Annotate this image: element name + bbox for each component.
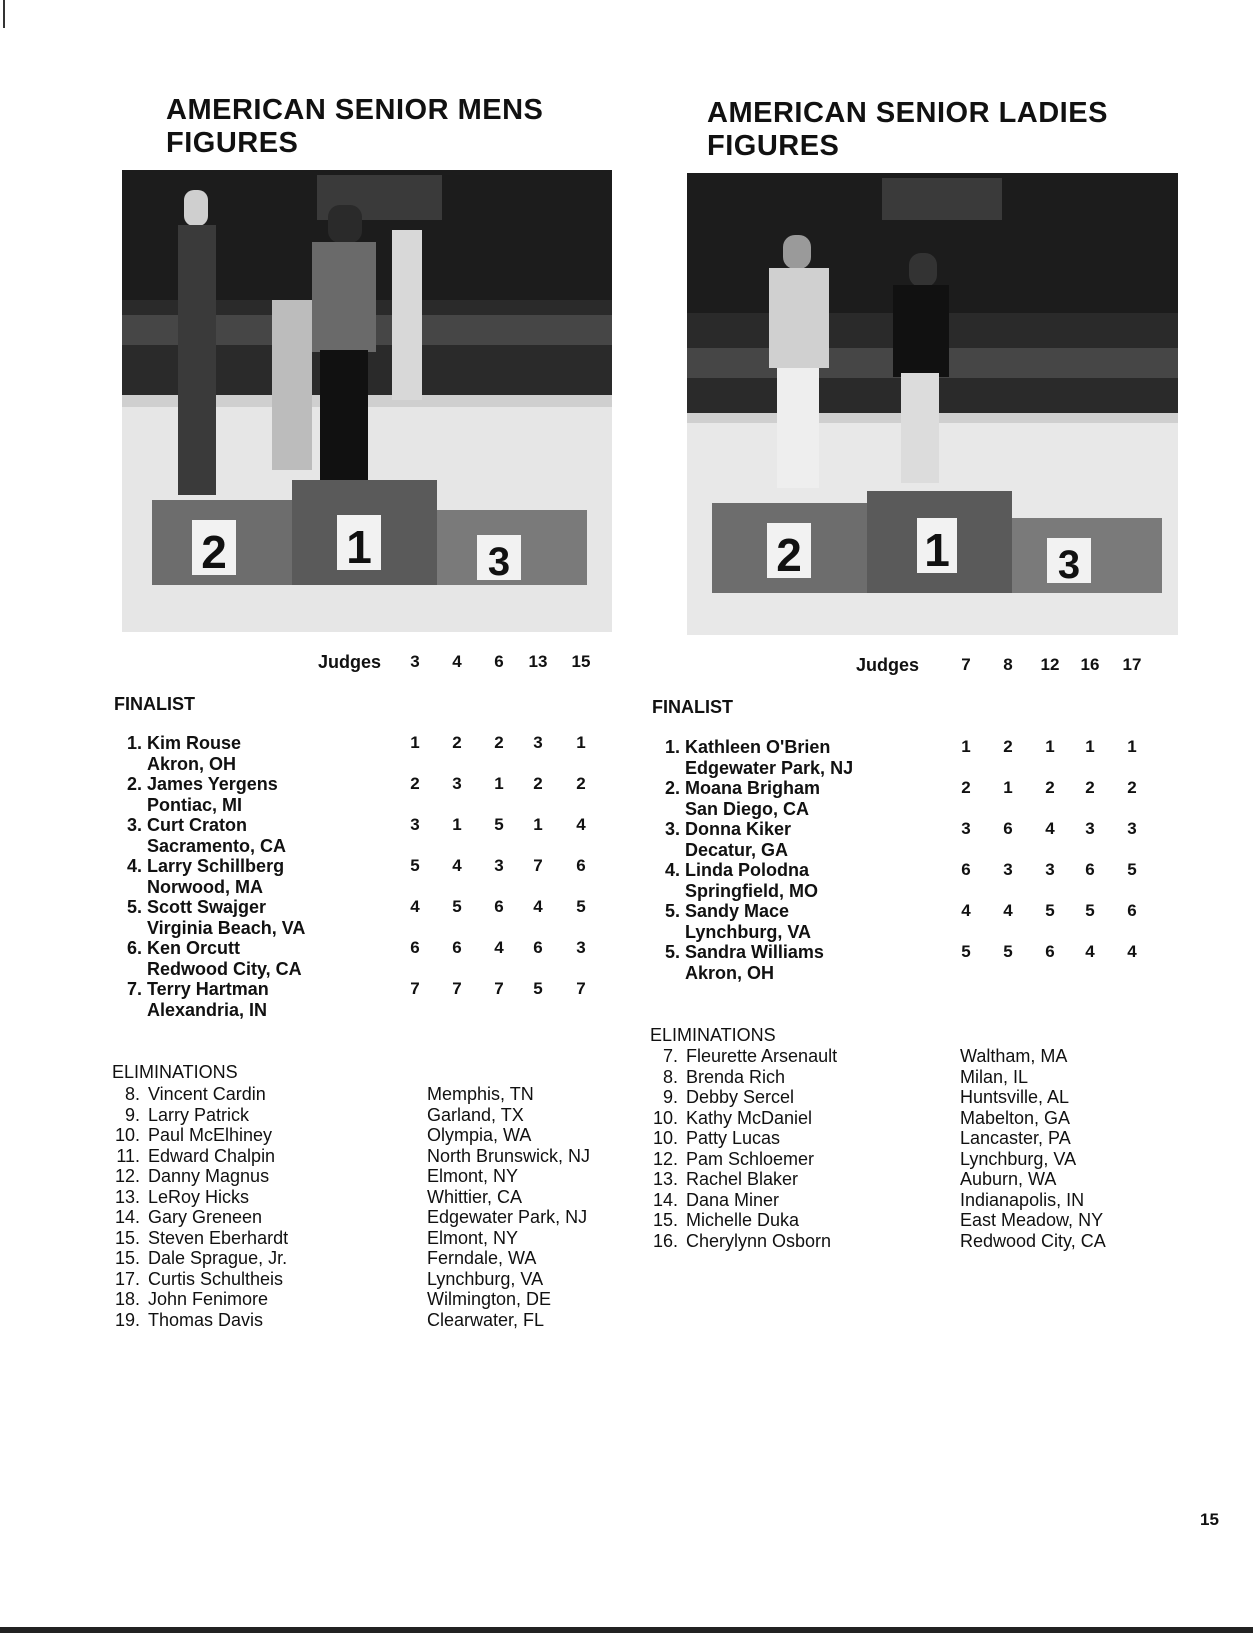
finalist-location: Alexandria, IN — [147, 999, 268, 1020]
elimination-row — [112, 1105, 249, 1126]
finalist-score: 3 — [410, 815, 420, 834]
ladies-podium-3: 3 — [1057, 543, 1081, 587]
finalist-rank: 4. — [126, 856, 142, 876]
ladies-title-line1: AMERICAN SENIOR LADIES — [707, 97, 1108, 129]
mens-podium-3: 3 — [487, 540, 511, 584]
elimination-location: Clearwater, FL — [427, 1309, 545, 1330]
finalist-rank: 3. — [664, 819, 680, 839]
finalist-score: 4 — [494, 938, 504, 957]
finalist-score: 6 — [494, 897, 504, 916]
finalist-score: 3 — [1085, 819, 1095, 838]
finalist-score: 4 — [533, 897, 543, 916]
finalist-score: 6 — [961, 860, 971, 879]
elimination-row — [650, 1046, 837, 1067]
finalist-score: 6 — [452, 938, 462, 957]
finalist-score: 4 — [961, 901, 971, 920]
elimination-location: Milan, IL — [960, 1066, 1029, 1087]
finalist-name: Moana Brigham — [685, 778, 821, 798]
elimination-rank: 8. — [662, 1066, 678, 1087]
finalist-score: 4 — [1085, 942, 1095, 961]
mens-photo-illustration — [122, 170, 612, 632]
finalist-score: 6 — [1003, 819, 1013, 838]
finalist-score: 3 — [452, 774, 462, 793]
elimination-name: LeRoy Hicks — [148, 1186, 250, 1207]
elimination-name: Larry Patrick — [148, 1104, 250, 1125]
finalist-name: Sandra Williams — [685, 942, 824, 962]
elimination-row — [112, 1207, 262, 1228]
finalist-score: 2 — [533, 774, 543, 793]
finalist-score: 3 — [961, 819, 971, 838]
elimination-name: Vincent Cardin — [148, 1084, 266, 1104]
elimination-location: East Meadow, NY — [960, 1210, 1104, 1230]
elimination-row — [650, 1190, 779, 1211]
finalist-score: 7 — [410, 979, 420, 998]
finalist-location: Springfield, MO — [685, 880, 818, 901]
elimination-row — [112, 1248, 287, 1269]
elimination-name: Dale Sprague, Jr. — [148, 1248, 288, 1268]
finalist-score: 2 — [1127, 778, 1137, 797]
finalist-score: 4 — [1127, 942, 1137, 961]
finalist-score: 6 — [1085, 860, 1095, 879]
mens-podium-2: 2 — [201, 526, 227, 578]
finalist-score: 4 — [576, 815, 586, 834]
finalist-rank: 5. — [126, 897, 142, 917]
finalist-name: Sandy Mace — [685, 901, 790, 921]
finalist-score: 5 — [576, 897, 586, 916]
elimination-name: Curtis Schultheis — [148, 1268, 284, 1289]
finalist-name: Curt Craton — [147, 815, 248, 835]
page-number: 15 — [1200, 1510, 1219, 1529]
elimination-rank: 15. — [114, 1248, 140, 1268]
finalist-score: 1 — [961, 737, 971, 756]
mens-podium-photo — [122, 170, 612, 632]
elimination-location: Elmont, NY — [427, 1227, 519, 1248]
finalist-score: 2 — [494, 733, 504, 752]
finalist-score: 1 — [533, 815, 543, 834]
finalist-score: 5 — [452, 897, 462, 916]
finalist-score: 3 — [1045, 860, 1055, 879]
finalist-name: Terry Hartman — [147, 979, 269, 999]
elimination-row — [650, 1128, 780, 1149]
finalist-location: Decatur, GA — [685, 839, 789, 860]
finalist-location: Pontiac, MI — [147, 794, 243, 815]
finalist-name: Linda Polodna — [685, 860, 810, 880]
finalist-score: 5 — [1085, 901, 1095, 920]
finalist-location: Edgewater Park, NJ — [685, 757, 854, 778]
finalist-row — [114, 897, 305, 938]
scan-margin-mark — [3, 0, 5, 28]
finalist-row — [114, 774, 278, 815]
finalist-score: 4 — [1045, 819, 1055, 838]
finalist-row — [652, 778, 820, 819]
elimination-name: Danny Magnus — [148, 1166, 270, 1186]
finalist-rank: 2. — [126, 774, 142, 794]
elimination-row — [112, 1269, 283, 1290]
elimination-location: Elmont, NY — [427, 1166, 519, 1186]
elimination-location: Edgewater Park, NJ — [427, 1207, 588, 1227]
elimination-name: Michelle Duka — [686, 1210, 800, 1230]
finalist-score: 1 — [452, 815, 462, 834]
elimination-row — [112, 1310, 263, 1331]
finalist-score: 3 — [1003, 860, 1013, 879]
elimination-name: Fleurette Arsenault — [686, 1046, 838, 1066]
finalist-row — [114, 979, 269, 1020]
ladies-podium-1: 1 — [924, 524, 950, 576]
elimination-location: Redwood City, CA — [960, 1230, 1106, 1251]
elimination-row — [650, 1149, 814, 1170]
finalist-location: San Diego, CA — [685, 798, 810, 819]
elimination-location: Olympia, WA — [427, 1125, 532, 1145]
ladies-title — [707, 97, 1108, 163]
elimination-row — [112, 1289, 268, 1310]
finalist-rank: 1. — [126, 733, 142, 753]
finalist-score: 7 — [533, 856, 543, 875]
finalist-score: 3 — [1127, 819, 1137, 838]
finalist-location: Norwood, MA — [147, 876, 263, 897]
finalist-row — [114, 733, 241, 774]
elimination-row — [112, 1084, 266, 1105]
elimination-rank: 15. — [652, 1210, 678, 1230]
elimination-row — [112, 1146, 275, 1167]
elimination-name: Steven Eberhardt — [148, 1227, 289, 1248]
elimination-rank: 10. — [114, 1125, 140, 1145]
finalist-score: 5 — [1003, 942, 1013, 961]
elimination-rank: 12. — [114, 1166, 140, 1186]
finalist-score: 4 — [1003, 901, 1013, 920]
mens-judge-6: 6 — [494, 652, 504, 671]
finalist-row — [652, 942, 824, 983]
elimination-location: Lancaster, PA — [960, 1128, 1071, 1148]
elimination-rank: 14. — [652, 1189, 678, 1210]
finalist-row — [114, 938, 302, 979]
finalist-score: 3 — [576, 938, 586, 957]
finalist-score: 1 — [1085, 737, 1095, 756]
mens-eliminations-label: ELIMINATIONS — [112, 1062, 238, 1082]
ladies-eliminations-label: ELIMINATIONS — [650, 1025, 776, 1045]
ladies-judges-label: Judges — [856, 655, 920, 675]
finalist-name: Scott Swajger — [147, 897, 267, 917]
ladies-judge-8: 8 — [1003, 655, 1013, 674]
elimination-location: Huntsville, AL — [960, 1087, 1070, 1107]
elimination-rank: 9. — [124, 1104, 140, 1125]
finalist-location: Akron, OH — [685, 962, 775, 983]
mens-judge-3: 3 — [410, 652, 420, 671]
elimination-location: Wilmington, DE — [427, 1289, 552, 1309]
finalist-name: Larry Schillberg — [147, 856, 285, 876]
elimination-rank: 10. — [652, 1107, 678, 1128]
elimination-row — [650, 1210, 799, 1231]
elimination-row — [112, 1187, 249, 1208]
finalist-name: James Yergens — [147, 774, 278, 794]
finalist-name: Donna Kiker — [685, 819, 792, 839]
elimination-rank: 19. — [114, 1309, 140, 1330]
finalist-score: 5 — [1045, 901, 1055, 920]
finalist-score: 5 — [961, 942, 971, 961]
mens-finalist-label: FINALIST — [114, 694, 195, 714]
finalist-name: Kathleen O'Brien — [685, 737, 831, 757]
finalist-rank: 7. — [126, 979, 142, 999]
finalist-score: 7 — [452, 979, 462, 998]
elimination-rank: 17. — [114, 1268, 140, 1289]
ladies-title-line2: FIGURES — [707, 130, 840, 162]
finalist-score: 2 — [1003, 737, 1013, 756]
finalist-score: 2 — [576, 774, 586, 793]
elimination-row — [112, 1166, 269, 1187]
mens-title-line2: FIGURES — [166, 127, 299, 159]
finalist-score: 1 — [410, 733, 420, 752]
elimination-rank: 16. — [652, 1230, 678, 1251]
elimination-rank: 13. — [652, 1169, 678, 1189]
elimination-row — [112, 1228, 288, 1249]
elimination-name: Dana Miner — [686, 1189, 780, 1210]
finalist-rank: 2. — [664, 778, 680, 798]
ladies-podium-2: 2 — [776, 529, 802, 581]
finalist-row — [652, 819, 791, 860]
finalist-score: 5 — [494, 815, 504, 834]
bottom-rule — [0, 1627, 1253, 1633]
finalist-rank: 5. — [664, 901, 680, 921]
finalist-score: 6 — [410, 938, 420, 957]
finalist-location: Redwood City, CA — [147, 958, 302, 979]
elimination-name: Patty Lucas — [686, 1128, 781, 1148]
elimination-location: Ferndale, WA — [427, 1248, 537, 1268]
elimination-name: John Fenimore — [148, 1289, 269, 1309]
finalist-score: 2 — [452, 733, 462, 752]
finalist-score: 1 — [494, 774, 504, 793]
elimination-name: Gary Greneen — [148, 1207, 263, 1227]
ladies-judge-17: 17 — [1122, 655, 1142, 674]
elimination-row — [650, 1169, 798, 1190]
finalist-name: Ken Orcutt — [147, 938, 241, 958]
finalist-rank: 6. — [126, 938, 142, 958]
elimination-row — [650, 1231, 831, 1252]
finalist-rank: 4. — [664, 860, 680, 880]
elimination-row — [650, 1087, 794, 1108]
elimination-rank: 15. — [114, 1227, 140, 1248]
finalist-score: 6 — [1045, 942, 1055, 961]
elimination-name: Debby Sercel — [686, 1087, 795, 1107]
finalist-score: 2 — [410, 774, 420, 793]
mens-title — [166, 94, 543, 160]
finalist-score: 1 — [1045, 737, 1055, 756]
elimination-rank: 10. — [652, 1128, 678, 1148]
elimination-name: Edward Chalpin — [148, 1145, 276, 1166]
elimination-name: Kathy McDaniel — [686, 1107, 813, 1128]
finalist-score: 2 — [961, 778, 971, 797]
elimination-location: Lynchburg, VA — [960, 1148, 1077, 1169]
mens-title-line1: AMERICAN SENIOR MENS — [166, 94, 544, 126]
mens-judge-15: 15 — [571, 652, 591, 671]
elimination-rank: 13. — [114, 1186, 140, 1207]
elimination-rank: 8. — [124, 1084, 140, 1104]
ladies-judge-12: 12 — [1040, 655, 1060, 674]
finalist-rank: 3. — [126, 815, 142, 835]
elimination-row — [650, 1067, 785, 1088]
finalist-row — [652, 901, 811, 942]
elimination-location: Lynchburg, VA — [427, 1268, 544, 1289]
finalist-score: 6 — [1127, 901, 1137, 920]
finalist-row — [114, 856, 284, 897]
ladies-judge-7: 7 — [961, 655, 971, 674]
elimination-name: Rachel Blaker — [686, 1169, 799, 1189]
finalist-score: 1 — [1127, 737, 1137, 756]
elimination-name: Cherylynn Osborn — [686, 1230, 832, 1251]
elimination-rank: 14. — [114, 1207, 140, 1227]
elimination-location: Waltham, MA — [960, 1046, 1068, 1066]
finalist-row — [652, 737, 853, 778]
finalist-score: 6 — [576, 856, 586, 875]
finalist-score: 1 — [576, 733, 586, 752]
elimination-location: Memphis, TN — [427, 1084, 534, 1104]
elimination-location: Auburn, WA — [960, 1169, 1057, 1189]
finalist-name: Kim Rouse — [147, 733, 242, 753]
elimination-row — [112, 1125, 272, 1146]
elimination-location: Indianapolis, IN — [960, 1189, 1085, 1210]
finalist-location: Virginia Beach, VA — [147, 917, 306, 938]
finalist-score: 6 — [533, 938, 543, 957]
finalist-score: 2 — [1045, 778, 1055, 797]
ladies-finalist-label: FINALIST — [652, 697, 733, 717]
finalist-score: 5 — [1127, 860, 1137, 879]
elimination-location: Garland, TX — [427, 1104, 524, 1125]
mens-judge-4: 4 — [452, 652, 462, 671]
ladies-podium-photo — [687, 173, 1178, 635]
finalist-rank: 1. — [664, 737, 680, 757]
elimination-location: Whittier, CA — [427, 1186, 523, 1207]
elimination-name: Paul McElhiney — [148, 1125, 273, 1145]
mens-judges-label: Judges — [318, 652, 382, 672]
finalist-row — [652, 860, 818, 901]
finalist-location: Akron, OH — [147, 753, 237, 774]
mens-judge-13: 13 — [528, 652, 548, 671]
elimination-rank: 11. — [116, 1145, 140, 1166]
elimination-row — [650, 1108, 812, 1129]
ladies-judge-16: 16 — [1080, 655, 1100, 674]
finalist-score: 5 — [533, 979, 543, 998]
elimination-rank: 18. — [114, 1289, 140, 1309]
elimination-name: Thomas Davis — [148, 1309, 264, 1330]
finalist-score: 1 — [1003, 778, 1013, 797]
mens-podium-1: 1 — [346, 521, 372, 573]
finalist-location: Sacramento, CA — [147, 835, 287, 856]
finalist-score: 3 — [533, 733, 543, 752]
elimination-name: Pam Schloemer — [686, 1148, 815, 1169]
finalist-score: 5 — [410, 856, 420, 875]
finalist-score: 4 — [452, 856, 462, 875]
elimination-rank: 7. — [662, 1046, 678, 1066]
elimination-rank: 9. — [662, 1087, 678, 1107]
elimination-rank: 12. — [652, 1148, 678, 1169]
finalist-row — [114, 815, 286, 856]
ladies-photo-illustration — [687, 173, 1178, 635]
finalist-score: 2 — [1085, 778, 1095, 797]
finalist-score: 7 — [576, 979, 586, 998]
finalist-location: Lynchburg, VA — [685, 921, 811, 942]
finalist-score: 4 — [410, 897, 420, 916]
finalist-rank: 5. — [664, 942, 680, 962]
elimination-location: North Brunswick, NJ — [427, 1145, 591, 1166]
finalist-score: 3 — [494, 856, 504, 875]
finalist-score: 7 — [494, 979, 504, 998]
elimination-location: Mabelton, GA — [960, 1107, 1071, 1128]
elimination-name: Brenda Rich — [686, 1066, 786, 1087]
